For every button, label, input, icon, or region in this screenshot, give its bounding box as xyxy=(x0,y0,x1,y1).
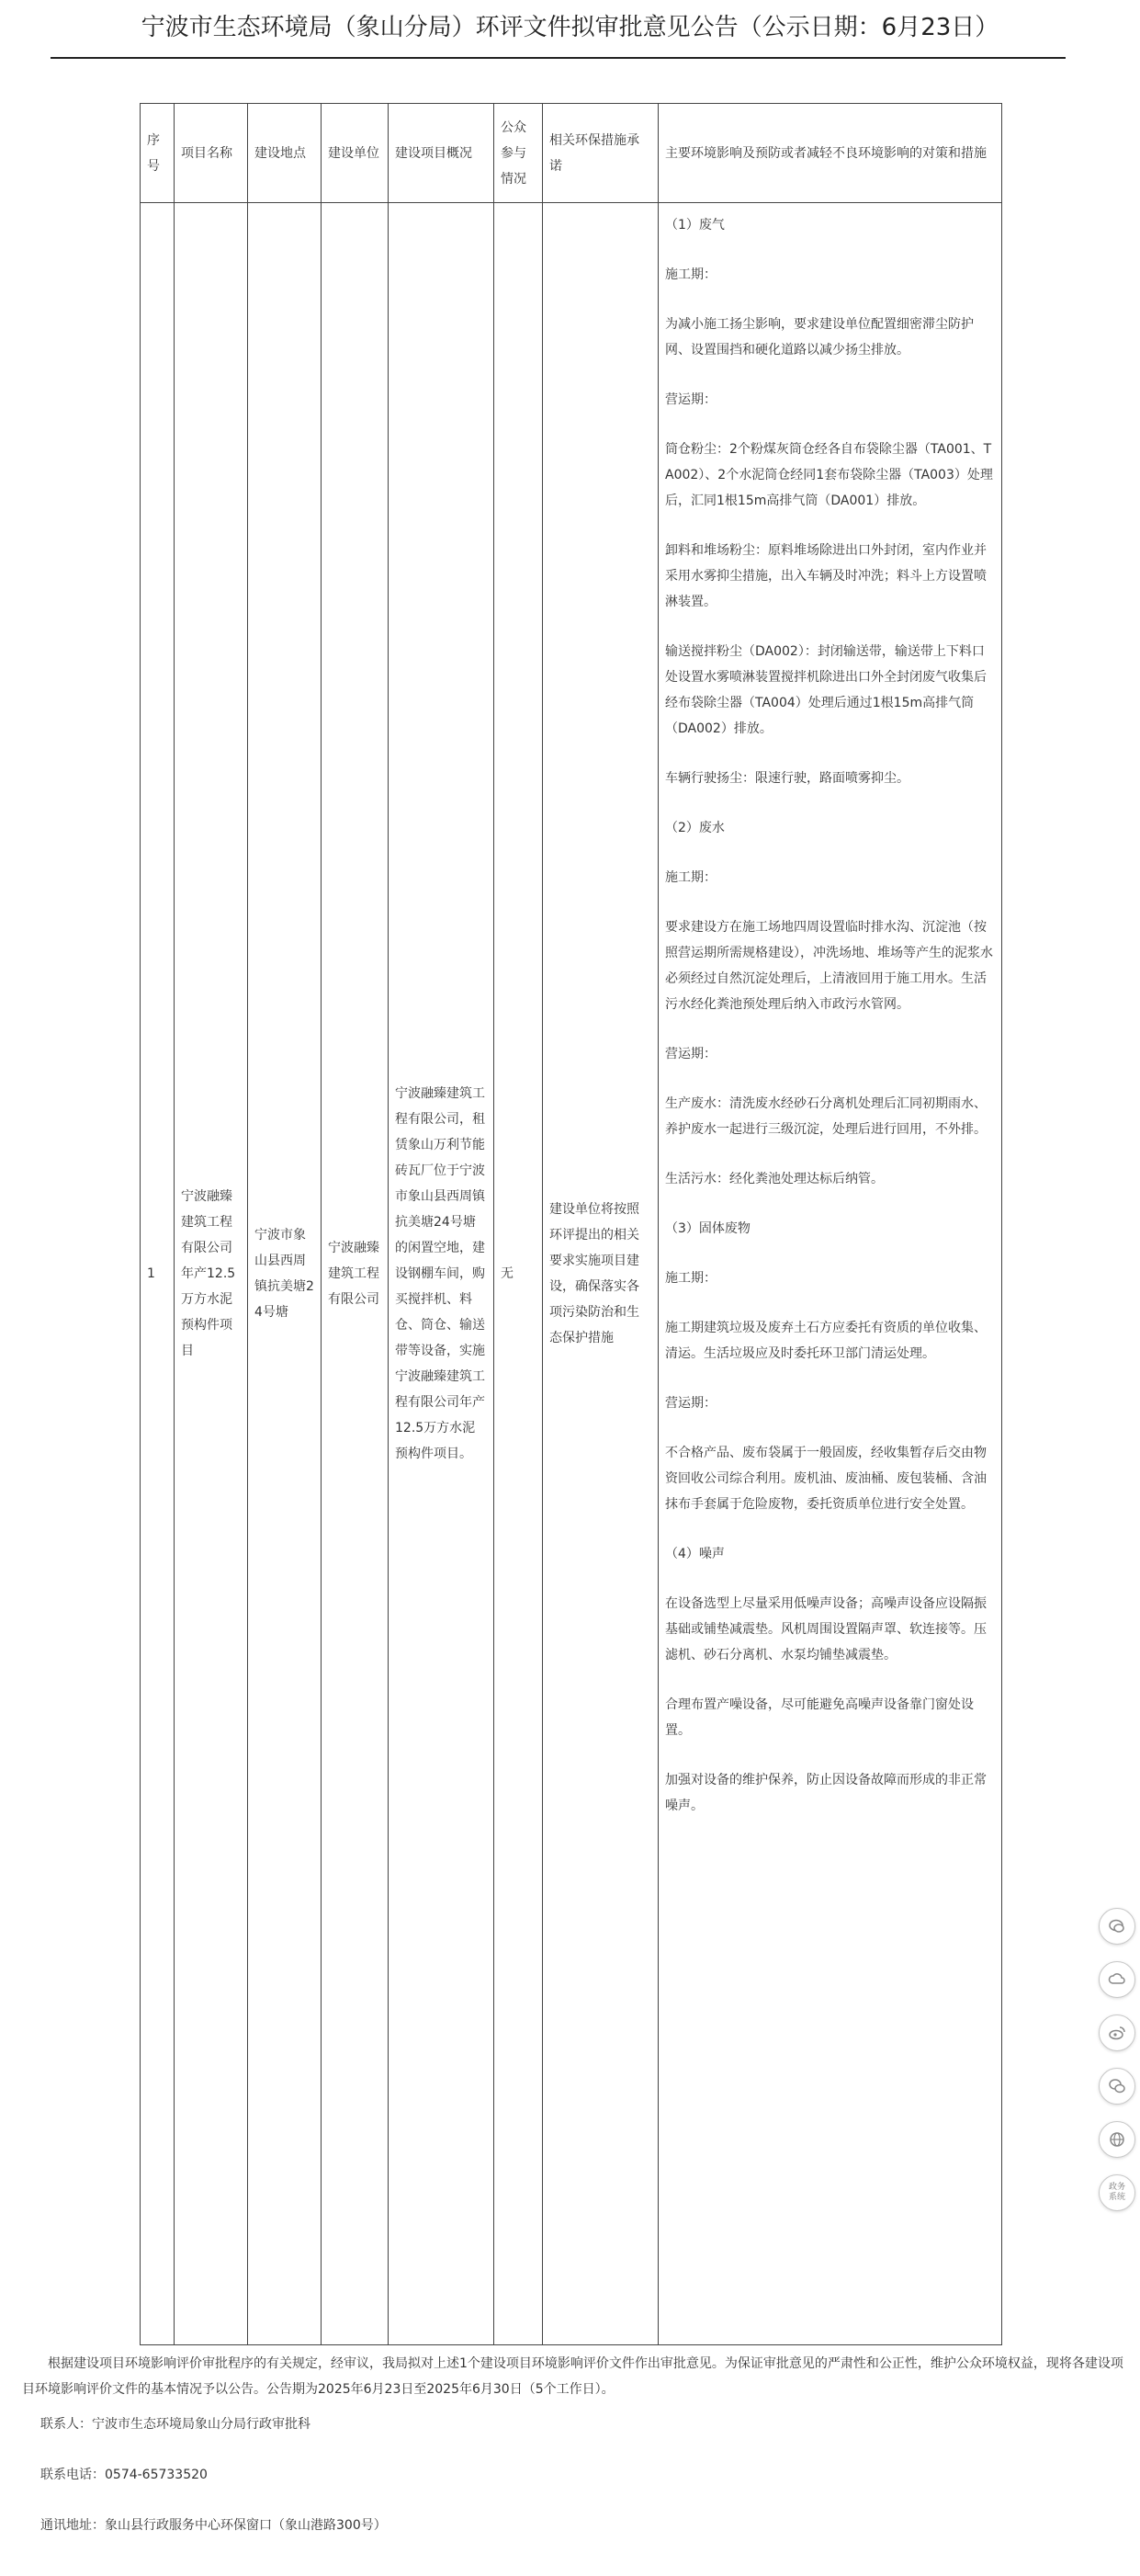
measures-list xyxy=(665,212,995,1819)
floating-share-bar xyxy=(1099,1908,1139,2228)
measure-item: 加强对设备的维护保养，防止因设备故障而形成的非正常噪声。 xyxy=(665,1773,987,1813)
measure-item: 卸料和堆场粉尘：原料堆场除进出口外封闭，室内作业并采用水雾抑尘措施，出入车辆及时冲洗；料斗上方设置喷淋装置。 xyxy=(665,543,987,609)
measure-item: 筒仓粉尘：2个粉煤灰筒仓经各自布袋除尘器（TA001、TA002）、2个水泥筒仓经同1套布袋除尘器（TA003）处理后，汇同1根15m高排气筒（DA001）排放。 xyxy=(665,442,993,508)
contact-address: 通讯地址：象山县行政服务中心环保窗口（象山港路300号） xyxy=(40,2518,387,2533)
cloud-icon[interactable] xyxy=(1099,1961,1135,1998)
wechat-icon[interactable] xyxy=(1099,2068,1135,2105)
measure-item: 合理布置产噪设备，尽可能避免高噪声设备靠门窗处设置。 xyxy=(665,1697,974,1738)
gov-system-label: 政务 系统 xyxy=(1108,2183,1125,2202)
measure-item: （2）废水 xyxy=(665,821,725,835)
header-unit: 建设单位 xyxy=(322,104,389,203)
measure-item: 营运期： xyxy=(665,1047,717,1061)
measure-item: 车辆行驶扬尘：限速行驶，路面喷雾抑尘。 xyxy=(665,771,909,786)
measure-item: 施工期建筑垃圾及废弃土石方应委托有资质的单位收集、清运。生活垃圾应及时委托环卫部门清运处理。 xyxy=(665,1321,987,1361)
weibo-icon[interactable] xyxy=(1099,2014,1135,2051)
header-project-name: 项目名称 xyxy=(175,104,248,203)
title-divider xyxy=(51,57,1066,59)
measure-item: 输送搅拌粉尘（DA002）：封闭输送带，输送带上下料口处设置水雾喷淋装置搅拌机除进出口外全封闭废气收集后经布袋除尘器（TA004）处理后通过1根15m高排气筒（DA002）排放。 xyxy=(665,644,987,736)
table-row xyxy=(141,203,1002,2345)
gov-system-button[interactable] xyxy=(1099,2174,1135,2211)
header-participation: 公众参与情况 xyxy=(494,104,543,203)
header-commitment: 相关环保措施承诺 xyxy=(543,104,659,203)
measure-item: （3）固体废物 xyxy=(665,1221,751,1236)
notice-paragraph: 根据建设项目环境影响评价审批程序的有关规定，经审议，我局拟对上述1个建设项目环境影响评价文件作出审批意见。为保证审批意见的严肃性和公正性，维护公众环境权益，现将各建设项目环境影响评价文件的基本情况予以公告。公告期为2025年6月23日至2025年6月30日（5个工作日）。 xyxy=(22,2356,1123,2397)
measure-item: （1）废气 xyxy=(665,218,725,233)
measure-item: 要求建设方在施工场地四周设置临时排水沟、沉淀池（按照营运期所需规格建设），冲洗场地、堆场等产生的泥浆水必须经过自然沉淀处理后，上清液回用于施工用水。生活污水经化粪池预处理后纳入市政污水管网。 xyxy=(665,920,993,1012)
measure-item: 施工期： xyxy=(665,1271,717,1286)
contact-phone: 联系电话：0574-65733520 xyxy=(40,2468,208,2482)
page-title: 宁波市生态环境局（象山分局）环评文件拟审批意见公告（公示日期：6月23日） xyxy=(141,14,999,41)
measure-item: 营运期： xyxy=(665,1396,717,1411)
measure-item: （4）噪声 xyxy=(665,1547,725,1561)
cell-commitment: 建设单位将按照环评提出的相关要求实施项目建设，确保落实各项污染防治和生态保护措施 xyxy=(543,203,659,2345)
measure-item: 营运期： xyxy=(665,392,717,407)
measure-item: 生产废水：清洗废水经砂石分离机处理后汇同初期雨水、养护废水一起进行三级沉淀，处理后进行回用，不外排。 xyxy=(665,1096,987,1137)
cell-overview: 宁波融臻建筑工程有限公司，租赁象山万利节能砖瓦厂位于宁波市象山县西周镇抗美塘24号塘的闲置空地，建设钢棚车间，购买搅拌机、料仓、筒仓、输送带等设备，实施宁波融臻建筑工程有限公司年产12.5万方水泥预构件项目。 xyxy=(389,203,494,2345)
cell-measures xyxy=(659,203,1002,2345)
measure-item: 施工期： xyxy=(665,267,717,282)
header-index: 序号 xyxy=(141,104,175,203)
approval-table xyxy=(140,103,1002,2345)
measure-item: 生活污水：经化粪池处理达标后纳管。 xyxy=(665,1172,884,1186)
measure-item: 施工期： xyxy=(665,870,717,885)
header-overview: 建设项目概况 xyxy=(389,104,494,203)
contact-person: 联系人：宁波市生态环境局象山分局行政审批科 xyxy=(40,2417,310,2432)
table-header-row xyxy=(141,104,1002,203)
header-measures: 主要环境影响及预防或者减轻不良环境影响的对策和措施 xyxy=(659,104,1002,203)
globe-icon[interactable] xyxy=(1099,2121,1135,2158)
wechat-chat-icon[interactable] xyxy=(1099,1908,1135,1945)
cell-unit: 宁波融臻建筑工程有限公司 xyxy=(322,203,389,2345)
measure-item: 不合格产品、废布袋属于一般固废，经收集暂存后交由物资回收公司综合利用。废机油、废油桶、废包装桶、含油抹布手套属于危险废物，委托资质单位进行安全处置。 xyxy=(665,1446,987,1512)
cell-participation: 无 xyxy=(494,203,543,2345)
measure-item: 为减小施工扬尘影响，要求建设单位配置细密滞尘防护网、设置围挡和硬化道路以减少扬尘排放。 xyxy=(665,317,974,357)
cell-index: 1 xyxy=(141,203,175,2345)
cell-location: 宁波市象山县西周镇抗美塘24号塘 xyxy=(248,203,322,2345)
measure-item: 在设备选型上尽量采用低噪声设备；高噪声设备应设隔振基础或铺垫减震垫。风机周围设置隔声罩、软连接等。压滤机、砂石分离机、水泵均铺垫减震垫。 xyxy=(665,1596,987,1662)
cell-project-name: 宁波融臻建筑工程有限公司年产12.5万方水泥预构件项目 xyxy=(175,203,248,2345)
header-location: 建设地点 xyxy=(248,104,322,203)
